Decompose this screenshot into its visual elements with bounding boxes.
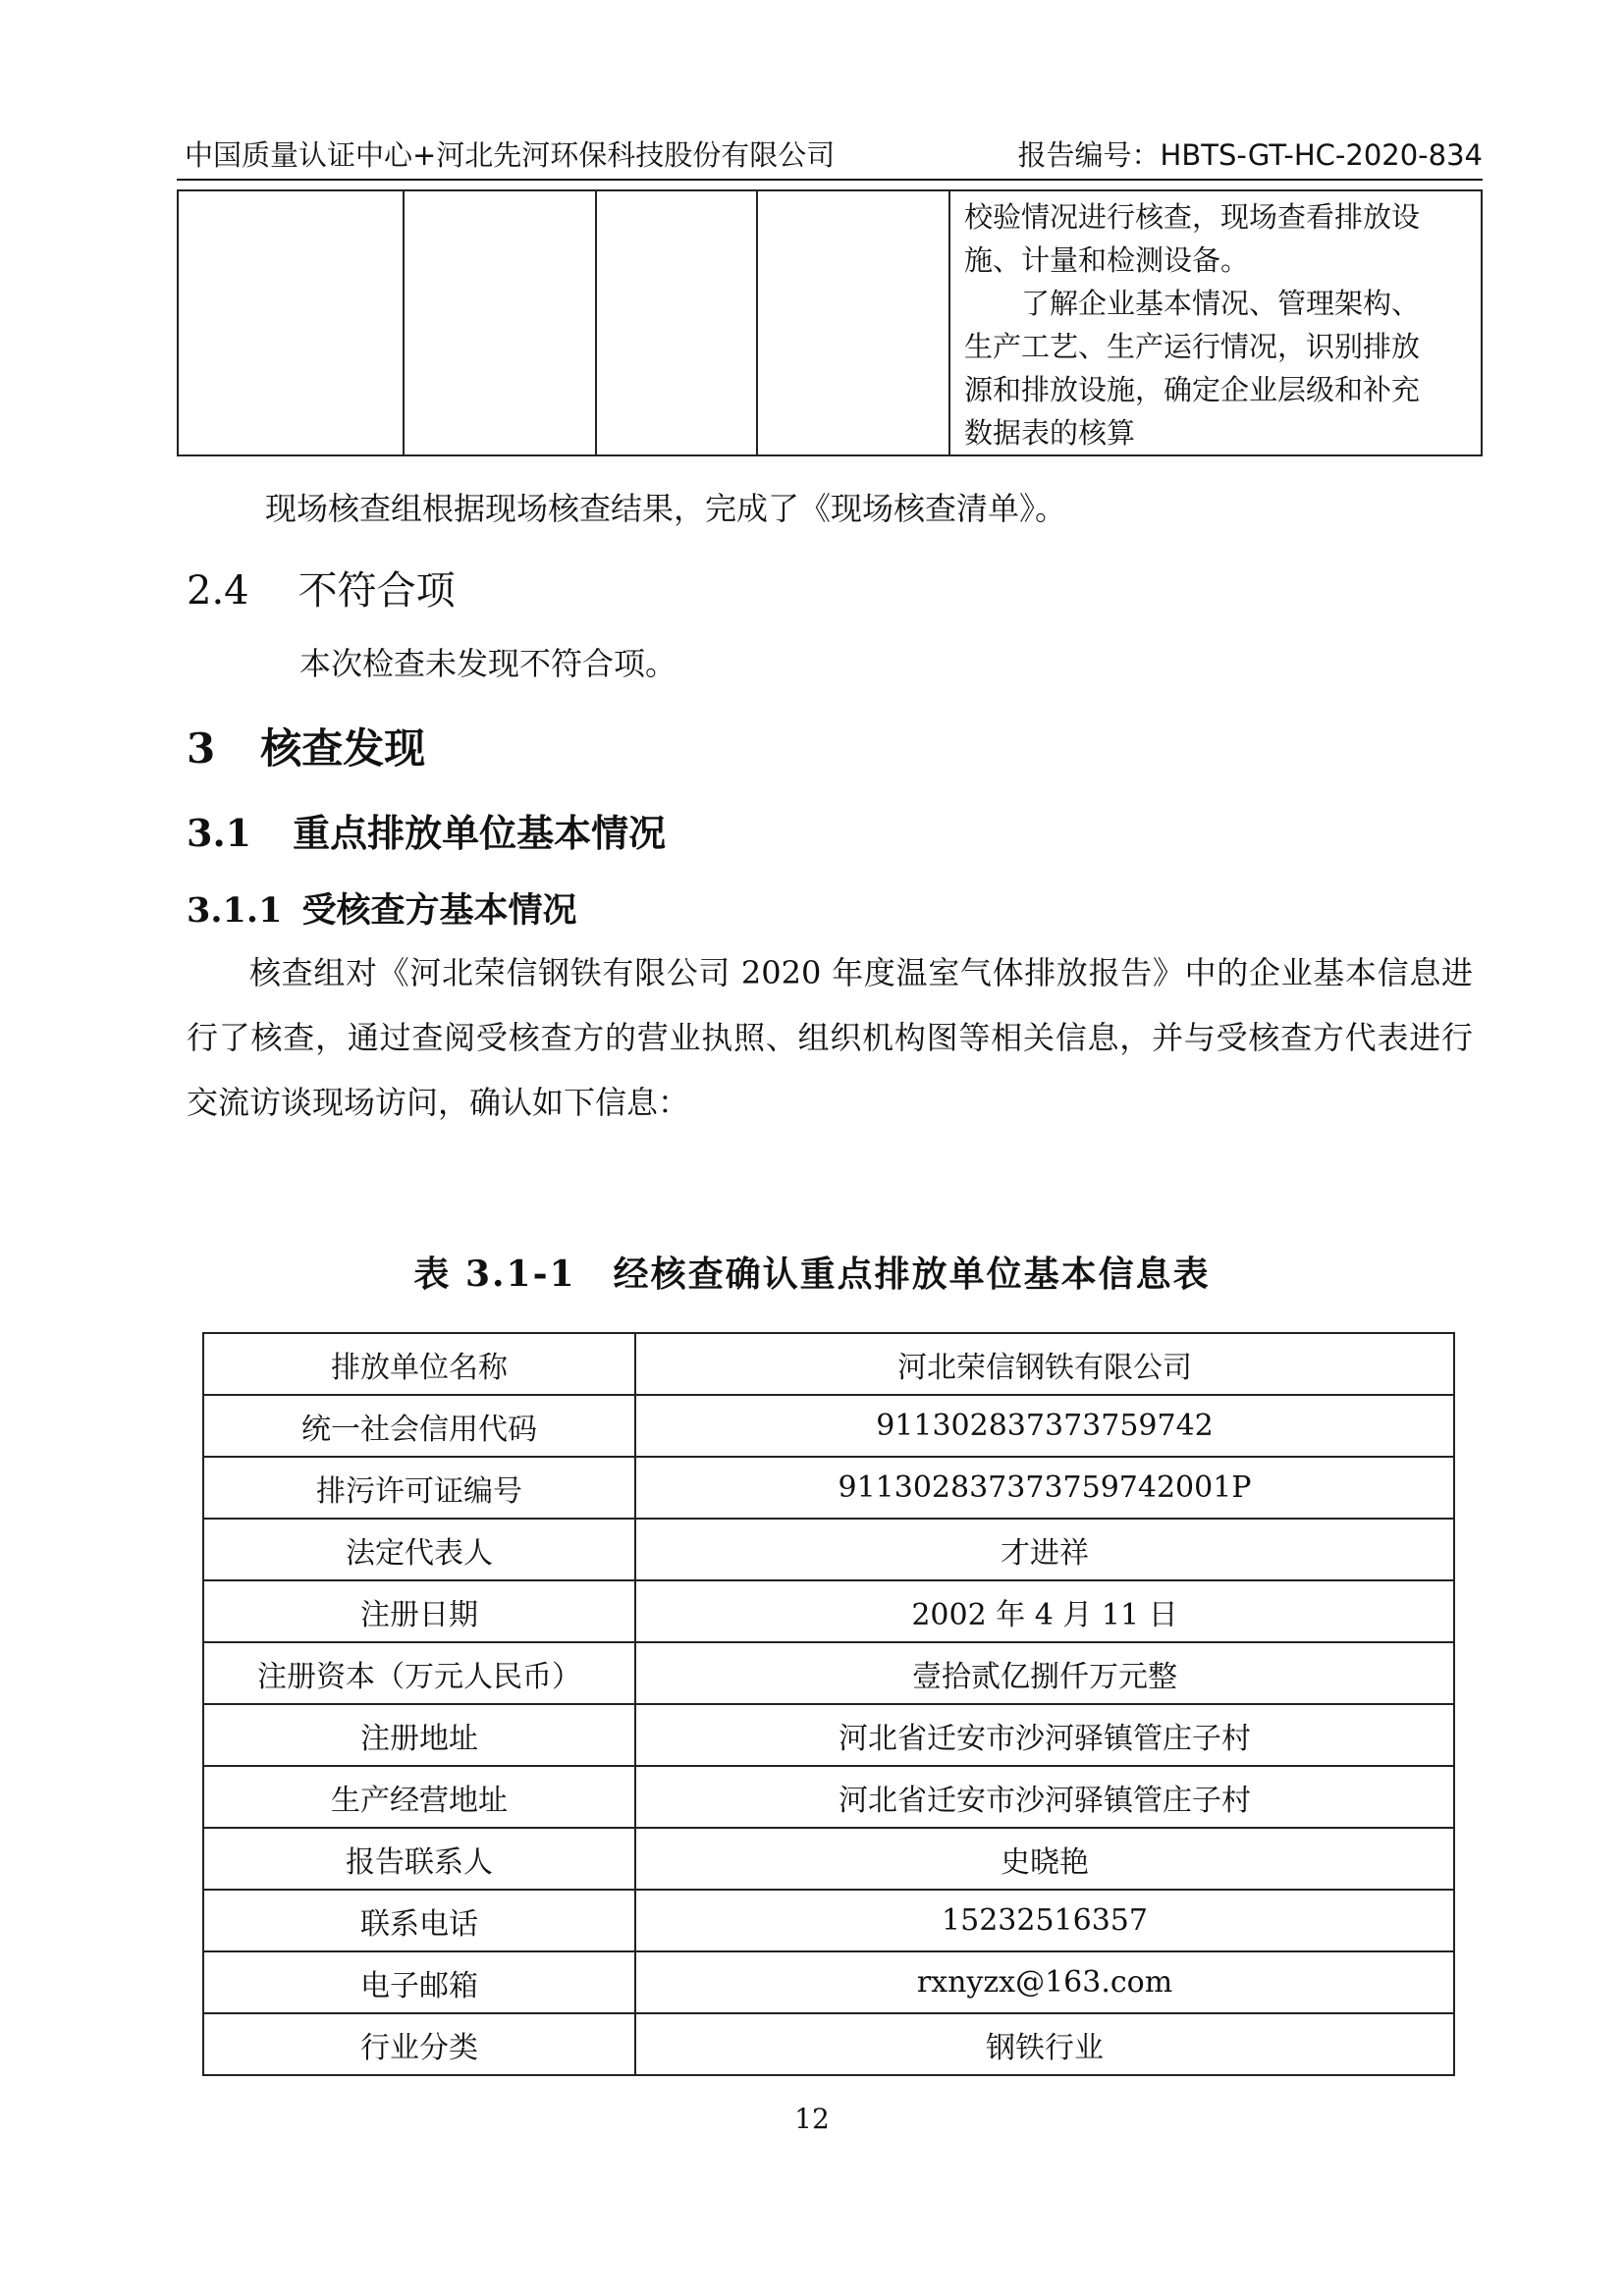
content-line: 了解企业基本情况、管理架构、: [1021, 287, 1421, 320]
field-value: 911302837373759742: [635, 1395, 1454, 1457]
section-3-heading: [187, 717, 425, 775]
table-caption: 表 3.1-1 经核查确认重点排放单位基本信息表: [413, 1254, 1211, 1295]
empty-cell: [178, 190, 404, 455]
no-nonconformity-paragraph: 本次检查未发现不符合项。: [299, 645, 677, 682]
table-row: [203, 1333, 1454, 1395]
field-value: 壹拾贰亿捌仟万元整: [635, 1642, 1454, 1704]
field-label: 法定代表人: [203, 1519, 635, 1580]
field-label: 联系电话: [203, 1890, 635, 1951]
page-number: 12: [794, 2103, 830, 2135]
field-value: rxnyzx@163.com: [635, 1951, 1454, 2013]
field-value: 钢铁行业: [635, 2013, 1454, 2075]
empty-cell: [757, 190, 949, 455]
content-line: 生产工艺、生产运行情况，识别排放: [964, 330, 1421, 363]
checklist-paragraph: 现场核查组根据现场核查结果，完成了《现场核查清单》。: [265, 490, 1067, 527]
content-line: 施、计量和检测设备。: [964, 243, 1250, 277]
field-value: 才进祥: [635, 1519, 1454, 1580]
section-title: 核查发现: [260, 724, 426, 773]
content-line: 数据表的核算: [964, 416, 1136, 450]
body-section: [187, 940, 1473, 1135]
field-label: 生产经营地址: [203, 1766, 635, 1828]
field-label: 统一社会信用代码: [203, 1395, 635, 1457]
section-number: 2.4: [187, 568, 249, 614]
section-number: 3.1: [187, 811, 252, 855]
field-value: 911302837373759742001P: [635, 1457, 1454, 1519]
verification-content-cell: [949, 190, 1482, 455]
section-3-1-1-heading: [187, 883, 576, 933]
table-row: [203, 1890, 1454, 1951]
field-label: 电子邮箱: [203, 1951, 635, 2013]
section-number: 3.1.1: [187, 890, 283, 931]
page-header: [177, 126, 1483, 173]
field-value: 史晓艳: [635, 1828, 1454, 1890]
content-line: 源和排放设施，确定企业层级和补充: [964, 373, 1421, 406]
field-label: 排污许可证编号: [203, 1457, 635, 1519]
section-title: 不符合项: [298, 568, 456, 614]
table-row: [203, 2013, 1454, 2075]
field-label: 排放单位名称: [203, 1333, 635, 1395]
table-row: [203, 1580, 1454, 1642]
table-row: [178, 190, 1482, 455]
body-paragraph: 核查组对《河北荣信钢铁有限公司 2020 年度温室气体排放报告》中的企业基本信息进行了核查，通过查阅受核查方的营业执照、组织机构图等相关信息，并与受核查方代表进行交流访谈现场访问，确认如下信息：: [187, 954, 1473, 1121]
field-label: 行业分类: [203, 2013, 635, 2075]
section-number: 3: [187, 724, 216, 773]
section-2-4-heading: [187, 560, 456, 615]
section-title: 受核查方基本情况: [301, 890, 577, 931]
section-title: 重点排放单位基本情况: [293, 811, 667, 855]
header-report-number: 报告编号：HBTS-GT-HC-2020-834: [1017, 138, 1483, 172]
field-label: 报告联系人: [203, 1828, 635, 1890]
field-label: 注册地址: [203, 1704, 635, 1766]
basic-info-table: [202, 1332, 1455, 2076]
table-row: [203, 1457, 1454, 1519]
header-organization: 中国质量认证中心+河北先河环保科技股份有限公司: [185, 138, 836, 172]
table-row: [203, 1704, 1454, 1766]
header-divider: [177, 179, 1483, 181]
empty-cell: [404, 190, 596, 455]
table-row: [203, 1828, 1454, 1890]
table-row: [203, 1519, 1454, 1580]
field-value: 2002 年 4 月 11 日: [635, 1580, 1454, 1642]
field-value: 15232516357: [635, 1890, 1454, 1951]
section-3-1-heading: [187, 803, 666, 857]
table-row: [203, 1642, 1454, 1704]
empty-cell: [596, 190, 757, 455]
field-value: 河北荣信钢铁有限公司: [635, 1333, 1454, 1395]
content-line: 校验情况进行核查，现场查看排放设: [964, 200, 1421, 234]
table-row: [203, 1951, 1454, 2013]
table-row: [203, 1766, 1454, 1828]
field-value: 河北省迁安市沙河驿镇管庄子村: [635, 1766, 1454, 1828]
field-label: 注册资本（万元人民币）: [203, 1642, 635, 1704]
field-value: 河北省迁安市沙河驿镇管庄子村: [635, 1704, 1454, 1766]
continued-table: [177, 189, 1483, 456]
table-row: [203, 1395, 1454, 1457]
field-label: 注册日期: [203, 1580, 635, 1642]
